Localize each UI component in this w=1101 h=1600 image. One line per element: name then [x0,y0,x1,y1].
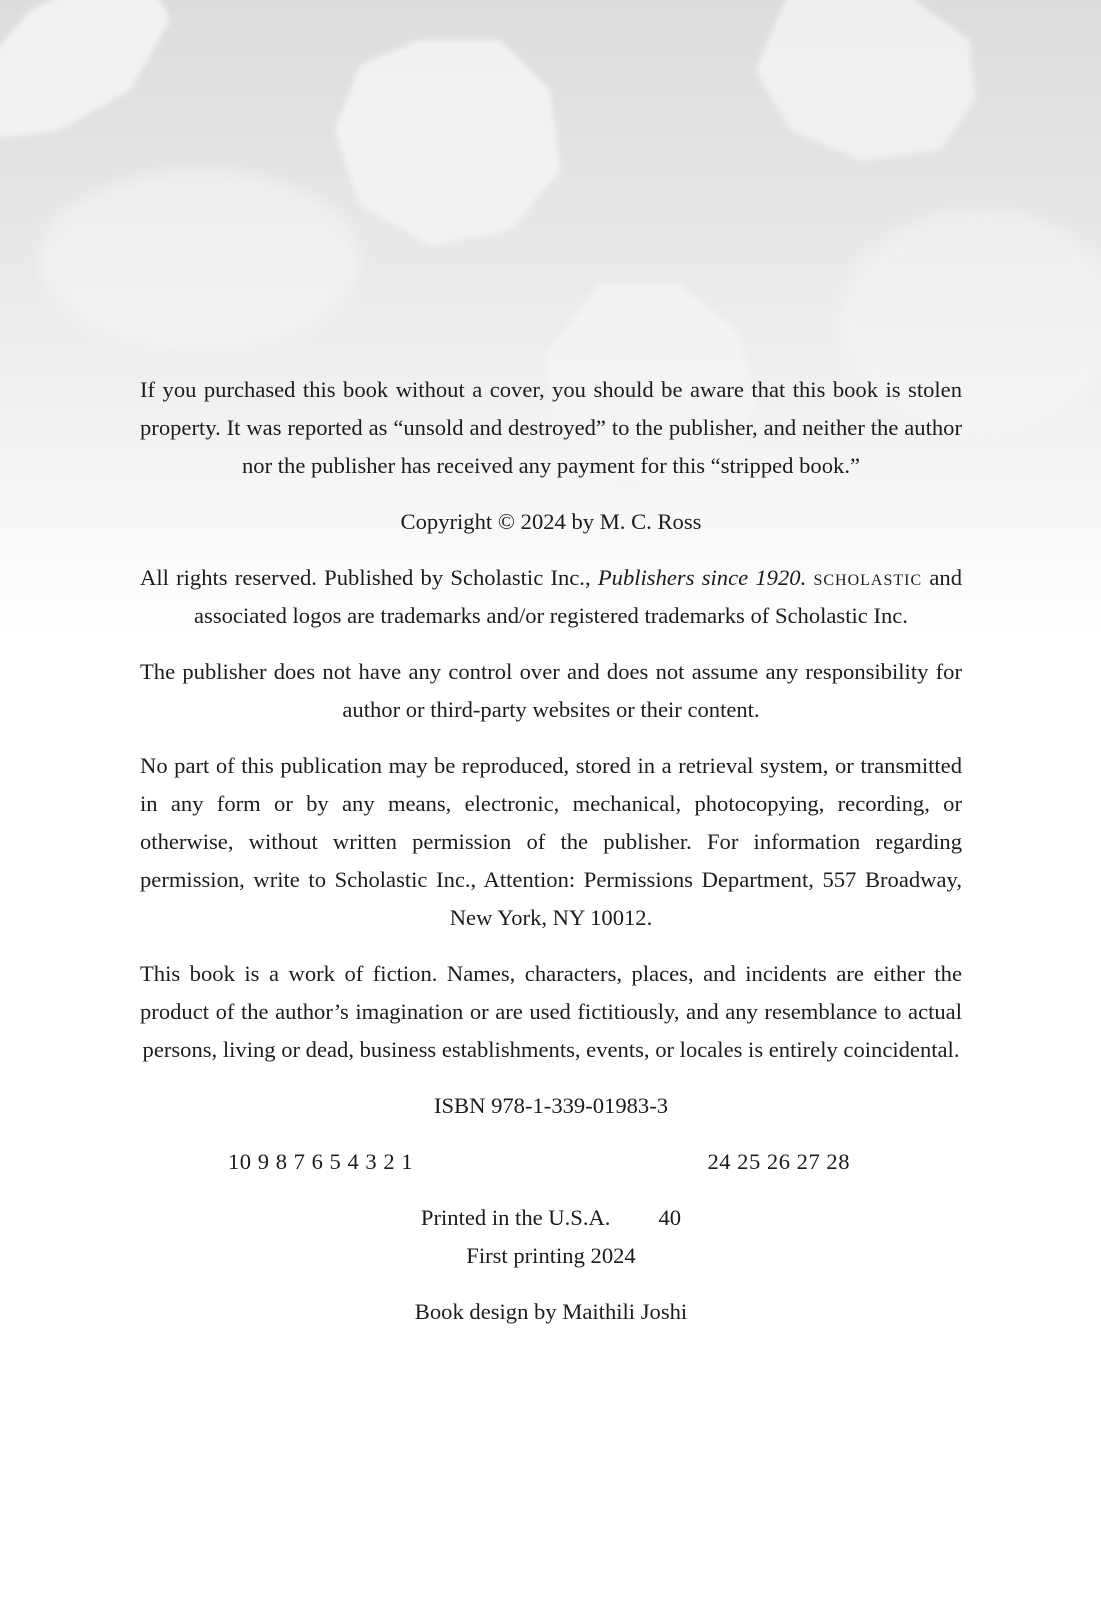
publishers-since: Publishers since 1920. [597,565,807,590]
isbn-line: ISBN 978-1-339-01983-3 [433,1093,669,1118]
copyright-line: Copyright © 2024 by M. C. Ross [400,509,702,534]
copyright-page [140,371,962,1349]
rights-paragraph [140,559,962,635]
first-printing: First printing 2024 [466,1243,636,1268]
third-party-disclaimer: The publisher does not have any control over and does not assume any responsibility for author or third-party websites or their content. [140,659,962,722]
permissions-paragraph: No part of this publication may be reproduced, stored in a retrieval system, or transmitted in any form or by any means, electronic, mechanical, photocopying, recording, or otherwise, without written permission of the publisher. For information regarding permission, write to Scholastic Inc., Attention: Permissions Department, 557 Broadway, New York, NY 10012. [140,753,962,930]
stripped-book-notice: If you purchased this book without a cover, you should be aware that this book is stolen property. It was reported as “unsold and destroyed” to the publisher, and neither the author nor the publisher has received any payment for this “stripped book.” [140,377,962,478]
year-numbers: 24 25 26 27 28 [707,1149,850,1174]
fiction-disclaimer: This book is a work of fiction. Names, characters, places, and incidents are either the product of the author’s imagination or are used fictitiously, and any resemblance to actual persons, living or dead, business establishments, events, or locales is entirely coincidental. [140,961,962,1062]
printed-in-line [140,1199,962,1237]
printed-in: Printed in the U.S.A. [420,1205,611,1230]
design-credit: Book design by Maithili Joshi [414,1299,688,1324]
bokeh-shape [40,170,360,350]
rights-text-2: and associated logos are trademarks and/or registered trademarks of Scholastic Inc. [194,565,962,628]
printer-code: 40 [658,1205,682,1230]
printing-numbers: 10 9 8 7 6 5 4 3 2 1 [228,1149,414,1174]
scholastic-brand: scholastic [813,565,923,590]
printing-numbers-row [140,1143,962,1181]
rights-text-1: All rights reserved. Published by Scholastic Inc., [140,565,598,590]
